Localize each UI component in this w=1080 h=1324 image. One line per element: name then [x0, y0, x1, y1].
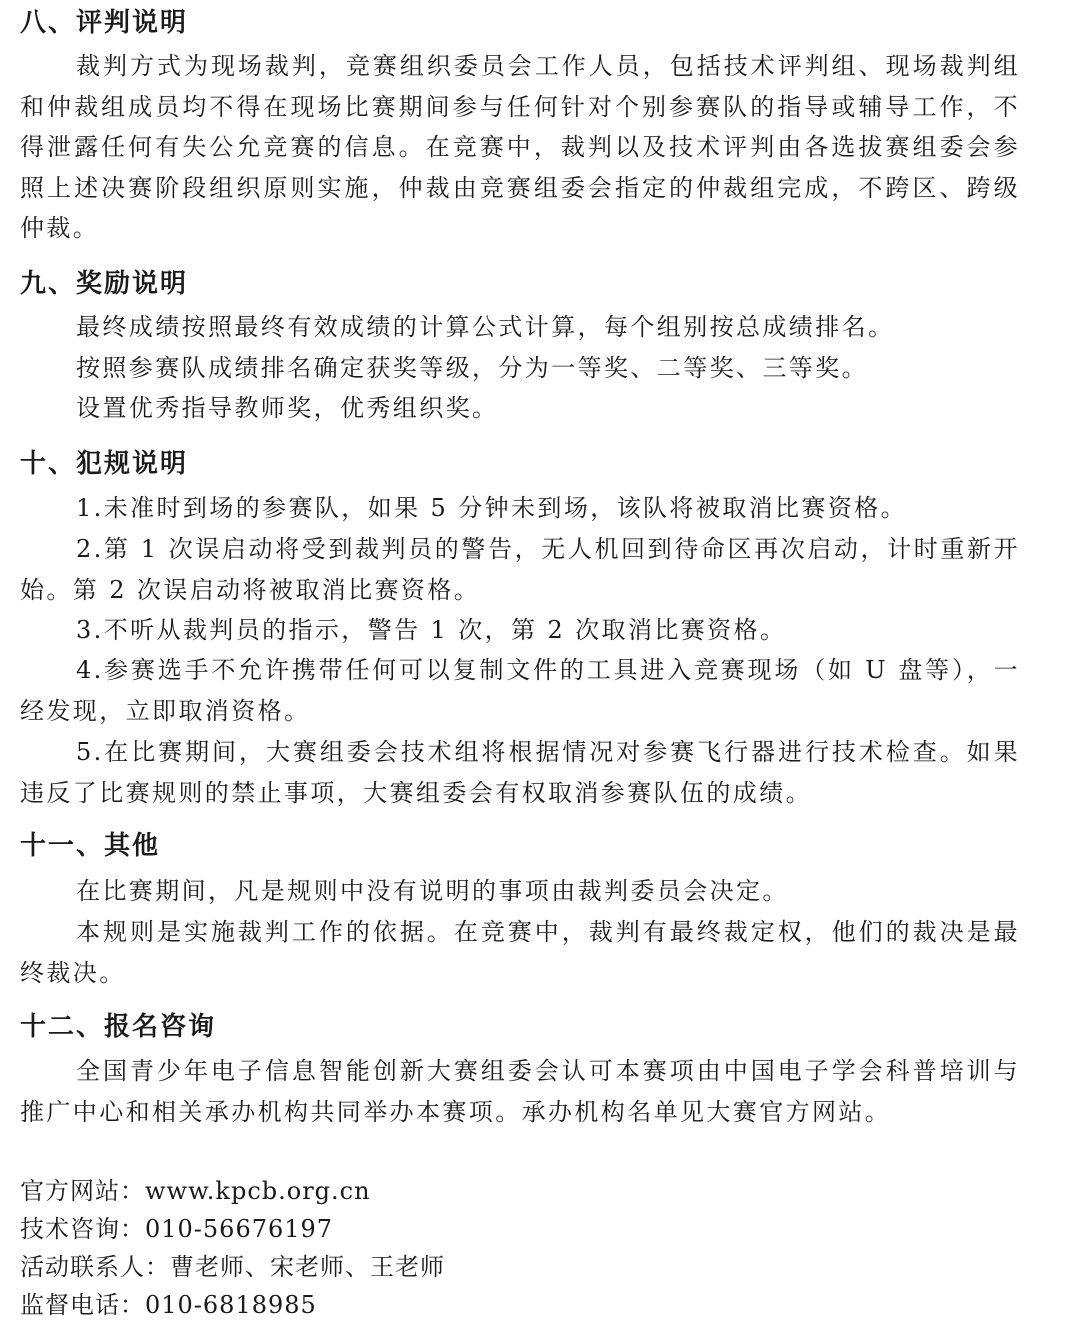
section-heading-registration: 十二、报名咨询	[20, 1012, 217, 1042]
paragraph-other-1: 在比赛期间，凡是规则中没有说明的事项由裁判委员会决定。	[76, 877, 789, 905]
paragraph-violation-4: 4.参赛选手不允许携带任何可以复制文件的工具进入竞赛现场（如 U 盘等），一经发现，立即取消资格。	[20, 656, 1020, 725]
paragraph-registration: 全国青少年电子信息智能创新大赛组委会认可本赛项由中国电子学会科普培训与推广中心和相关承办机构共同举办本赛项。承办机构名单见大赛官方网站。	[20, 1057, 1020, 1126]
section-heading-other: 十一、其他	[20, 831, 161, 861]
paragraph-violation-3: 3.不听从裁判员的指示，警告 1 次，第 2 次取消比赛资格。	[76, 616, 787, 644]
section-heading-awards: 九、奖励说明	[20, 269, 189, 299]
paragraph-other-2: 本规则是实施裁判工作的依据。在竞赛中，裁判有最终裁定权，他们的裁决是最终裁决。	[20, 918, 1020, 987]
paragraph-violation-1: 1.未准时到场的参赛队，如果 5 分钟未到场，该队将被取消比赛资格。	[76, 494, 908, 522]
paragraph-violation-2: 2.第 1 次误启动将受到裁判员的警告，无人机回到待命区再次启动，计时重新开始。第 2 次误启动将被取消比赛资格。	[20, 535, 1020, 604]
paragraph-awards-3: 设置优秀指导教师奖，优秀组织奖。	[76, 394, 499, 422]
paragraph-judging: 裁判方式为现场裁判，竞赛组织委员会工作人员，包括技术评判组、现场裁判组和仲裁组成员均不得在现场比赛期间参与任何针对个别参赛队的指导或辅导工作，不得泄露任何有失公允竞赛的信息。在竞赛中，裁判以及技术评判由各选拔赛组委会参照上述决赛阶段组织原则实施，仲裁由竞赛组委会指定的仲裁组完成，不跨区、跨级仲裁。	[20, 52, 1020, 242]
paragraph-awards-1: 最终成绩按照最终有效成绩的计算公式计算，每个组别按总成绩排名。	[76, 313, 895, 341]
contact-website: 官方网站：www.kpcb.org.cn	[20, 1177, 371, 1205]
paragraph-awards-2: 按照参赛队成绩排名确定获奖等级，分为一等奖、二等奖、三等奖。	[76, 354, 868, 382]
section-heading-judging: 八、评判说明	[20, 8, 189, 38]
section-heading-violations: 十、犯规说明	[20, 449, 189, 479]
contact-activity-contacts: 活动联系人：曹老师、宋老师、王老师	[20, 1253, 445, 1281]
paragraph-violation-5: 5.在比赛期间，大赛组委会技术组将根据情况对参赛飞行器进行技术检查。如果违反了比赛规则的禁止事项，大赛组委会有权取消参赛队伍的成绩。	[20, 738, 1020, 807]
contact-tech-consult: 技术咨询：010-56676197	[20, 1215, 334, 1243]
contact-supervision-phone: 监督电话：010-6818985	[20, 1291, 317, 1319]
